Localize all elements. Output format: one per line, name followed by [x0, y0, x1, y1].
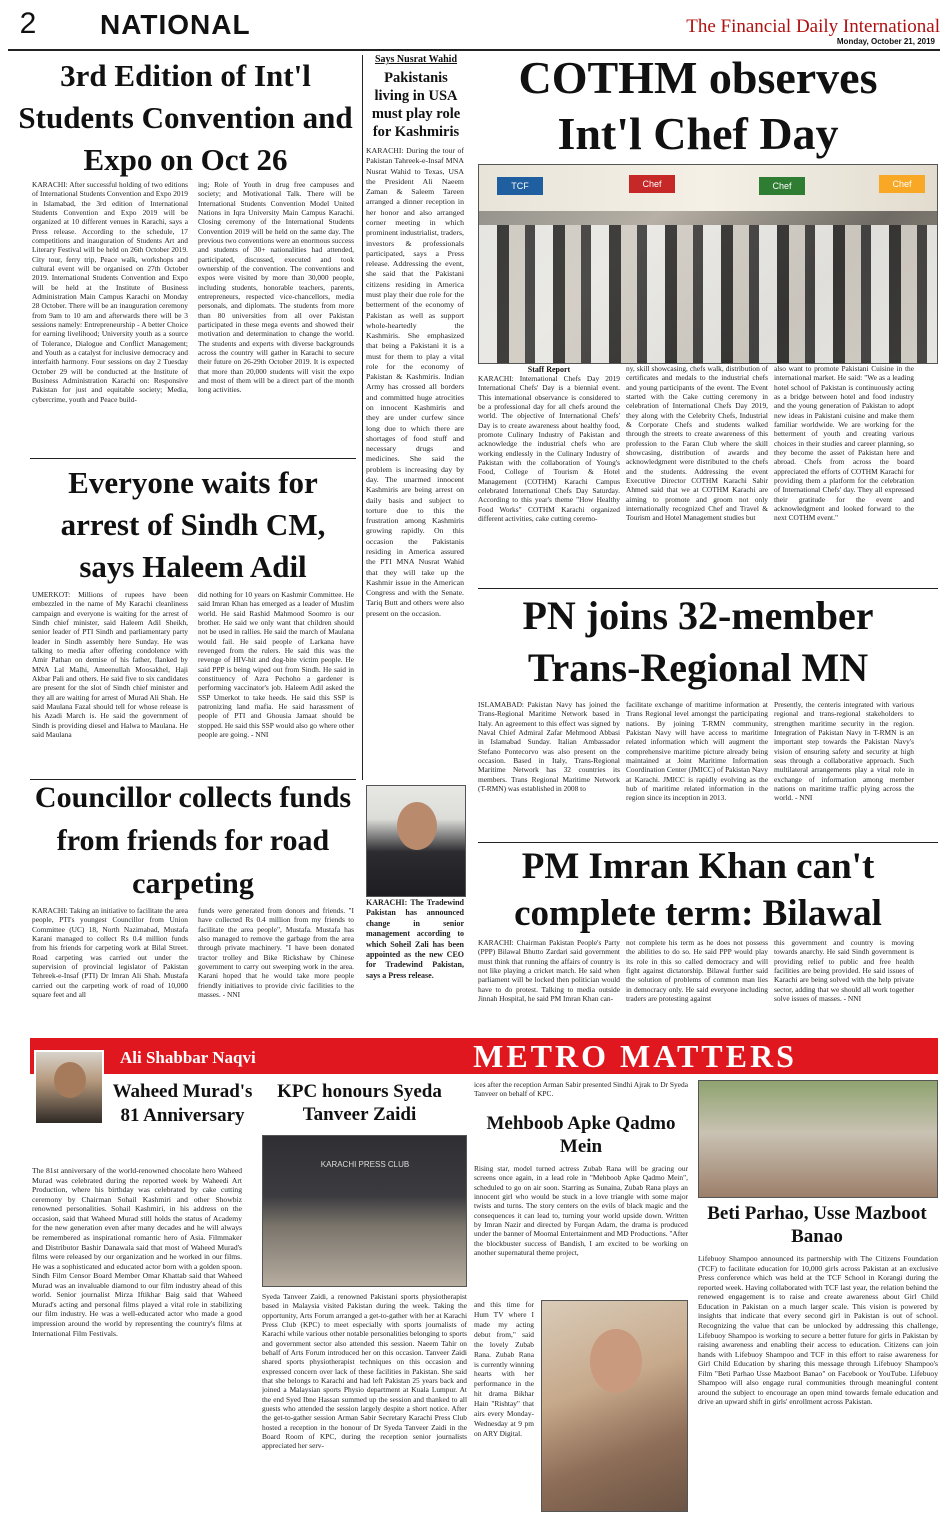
photo-sign-2: Chef [629, 175, 675, 193]
photo-tcf-school [698, 1080, 938, 1198]
kpc-text-cont: ices after the reception Arman Sabir presented Sindhi Ajrak to Dr Syeda Tanveer on behalf of KPC. [474, 1080, 688, 1099]
photo-kpc [262, 1135, 467, 1287]
photo-sign-4: Chef [879, 175, 925, 193]
issue-date: Monday, October 21, 2019 [836, 37, 935, 46]
councillor-col-1: KARACHI: Taking an initiative to facilitate the area people, PTI's youngest Councillor from Union Committee (UC) 18, North Nazimabad, Mustafa Karani managed to collect Rs 0.4 million funds from his friends for carpeting work at Bilal Street. Road carpeting was carried out under the supervision of provincial legislator of Pakistan Tehreek-e-Insaf (PTI) Dr Imran Ali Shah. Mustafa carried out the carpeting work of road of 10,000 square feet and all [32, 906, 188, 999]
rule-a2-top [30, 458, 356, 459]
paper-name: The Financial Daily International [686, 16, 940, 37]
metro-banner [30, 1038, 938, 1074]
bilawal-col-1: KARACHI: Chairman Pakistan People's Party (PPP) Bilawal Bhutto Zardari said government must think that running the affairs of country is not like playing a cricket match. He said when parliament will be locked then politician would have to do protest. Talking to media outside Jinnah Hospital, he said PM Imran Khan can- [478, 938, 620, 1003]
waheed-murad-text: The 81st anniversary of the world-renowned chocolate hero Waheed Murad was celebrated during the reported week by Waheedi Art Production, where his birthday was celebrated by cake cutting ceremony by Chairman Sohail Kashmiri and other Showbiz renowned personalities. Sohail Kashmiri, in his address on the occasion, said that Waheed Murad still holds the status of Academy for the new generation even after many decades and he will always be remembered as inspirational romantic hero of Asia. Filmmaker and Distributor Bashir Danawala said that most of Waheed Murad's films were released by our organization and he worked in our films. He was a sophisticated and educated actor born with a golden spoon. Sindh Film Censor Board Member Omar Khattab said that Waheed Murad was an invaluable diamond to our film industry ahead of this world. Senior journalist Mirza Iftikhar Baig said that Waheed Murad's acting and personal films played a vital role in stabilizing our film industry. He was a well-educated actor who made a good impression around the world by representing the country's films at International Film Festivals. [32, 1166, 242, 1338]
photo-sign-3: Chef [759, 177, 805, 195]
kicker-nusrat-wahid: Says Nusrat Wahid [374, 54, 458, 65]
section-title: NATIONAL [100, 9, 251, 40]
headline-beti-parhao: Beti Parhao, Usse Mazboot Banao [707, 1203, 927, 1247]
mehboob-text-1: Rising star, model turned actress Zubab Rana will be gracing our screens once again, in a lead role in "Mehboob Apke Qadmo Mein", scheduled to go on air soon. Starring as Sunaina, Zubab Rana plays an innocent girl who would be stuck in a love triangle with some major twists and turns. The story centers on the evils of black magic and the consequences it can lead to, turning your world upside down. Written by Imran Nazir and directed by Furqan Adam, the drama is produced under the banner of Moomal Entertainment and MD Productions. "After the blockbuster success of Bandish, I am excited to be working on another supernatural theme project, [474, 1164, 688, 1257]
sindh-cm-col-2: did nothing for 10 years on Kashmir Committee. He said Imran Khan has emerged as a leader of Muslim world. He said Rashid Mahmood Soomro is our brother. He said we only want that children should not be used in rallies. He said the march of Maulana would fail. He said people of Larkana have revenged from the rulers. He said this was the revenge of HIV-hit and dog-bite victim people. He said PPP is being wiped out from Sindh. He said in constituency of Azra Pechoho a gardener is performing vaccinator's job. Haleem Adil asked the SSP Umerkot to take heeds. He said this SSP is patronizing land mafia. He said harassment of people of PTI and Ghousia Jamaat should be stopped. He said this SSP would also go where other people are going. - NNI [198, 590, 354, 739]
photo-columnist [34, 1050, 104, 1125]
headline-kpc: KPC honours Syeda Tanveer Zaidi [277, 1081, 442, 1125]
bilawal-col-2: not complete his term as he does not possess the abilities to do so. He said PPP would play its role in this so called democracy and will fight against dictatorship. Bilawal further said the solution of problems of common man lies in democracy only. He said everyone including traders are protesting against [626, 938, 768, 1003]
headline-councillor: Councillor collects funds from friends for road carpeting [34, 781, 352, 900]
students-convention-col-2: ing; Role of Youth in drug free campuses and society; and Motivational Talk. There will be International Students Convention Model United Nations in Iqra University Main Campus Karachi. Closing ceremony of the International Students Convention 2019 will be held on the same day. The previous two conventions were an enormous success and students of 30+ nationalities had attended, participated, discussed, executed and took ownership of the convention. The conventions and expos were visited by more than 30,000 people, including students, honorable teachers, parents, entrepreneurs, respected vice-chancellors, media personals, and diplomats. The students from more than 80 universities from all over Pakistan participated in these mega events and showed their motivation and determination to change the world. The students and experts with diverse backgrounds across the country will gather in Karachi to secure their future on 26-29th October 2019. It is expected that more than 20,000 students will visit the expo and most of them will be a direct part of the month long activities. [198, 180, 354, 395]
pakistanis-usa-text: KARACHI: During the tour of Pakistan Tahreek-e-Insaf MNA Nusrat Wahid to Texas, USA the President Ali Naeem Zaman & Saleem Tareen arranged a dinner reception in her honor and also arranged corner meeting in which prominent industrialist, traders, investors & professionals participated, says a Press release. Addressing the event, she said that the Pakistani citizens residing in America must play their due role for the betterment of the economy of Pakistan as well as support whole-heartedly the Kashmiris. She emphasized that being a Pakistani it is a must for them to play a vital role for the economy of Pakistan & Kashmiris. Indian Army has crossed all borders and committed huge atrocities on innocent Kashmiris and they are under curfew since long due to which there are shortages of food stuff and necessary drugs and medicines. She said the problem is increasing day by day. The unarmed innocent Kashmiris are being arrest on daily basis and subject to torture due to this the frustration among Kashmiris growing rapidly. On this occasion the Pakistanis residing in America assured the PTI MNA Nusrat Wahid that they will take up the Kashmir issue in the American Congress and with the Senate. Tariq Butt and others were also present on the occasion. [366, 146, 464, 618]
photo-banner-strip [479, 165, 938, 211]
metro-matters-title: METRO MATTERS [473, 1038, 797, 1074]
headline-pn-joins: PN joins 32-member Trans-Regional MN [522, 593, 874, 690]
photo-soheil-zali [366, 785, 466, 897]
sindh-cm-col-1: UMERKOT: Millions of rupees have been embezzled in the name of My Karachi cleanliness campaign and everyone is waiting for the arrest of Sindh chief minister, said Haleem Adil Sheikh, senior leader of PTI Sindh and parliamentary party leader in Sindh assembly here Sunday. He was talking to media after offering condolence with Amir Pathan on demise of his father, flanked by MNA Lal Malhi, Ameenullah Moosakhel, Haji Akbar Pali and others. He said five to six candidates are present for the slot of Sindh chief minister and they all are waiting for arrest of Murad Ali Shah. He said Maulana Fazal should tell for whose release is his Azadi March is. He said the government of Sindh is providing diesel and Halwa to Maulana. He said Maulana [32, 590, 188, 739]
pn-joins-col-3: Presently, the centeris integrated with various regional and trans-regional stakeholders to strengthen maritime security in the region. Integration of Pakistan Navy in T-RMN is an important step towards the Pakistan Navy's vision of ensuring safety and security at high seas through a collaborative approach. Such multilateral arrangements play a vital role in exchange of information among member nations on maritime traffic plying across the world. - NNI [774, 700, 914, 803]
kpc-text: Syeda Tanveer Zaidi, a renowned Pakistani sports physiotherapist based in Malaysia visited Pakistan during the week. Taking the opportunity, Arts Forum arranged a get-to-gather with her at Karachi Press Club (KPC) to meet especially with sports journalists of Karachi while various other notable personalities belonging to sports and government sector also attended this session. Naeem Tahir on behalf of Arts Forum introduced her on this occasion. Tanveer Zaidi shared sports physiotherapist techniques on this occasion and expressed concern over lack of these facilities in Pakistan. She said that she belongs to Karachi and had left Pakistan 25 years back and joined a Malaysian sports Physio department at Kuala Lumpur. At the end Syed Ibne Hassan summed up the session and thanked to all guests who attended the session largely despite a short notice. After the get-to-gather session Arman Sabir Secretary Karachi Press Club hosted a reception in the honour of Dr Syeda Tanveer Zaidi in the Board Room of KPC, during the reception senior journalists appreciated her serv- [262, 1292, 467, 1451]
columnist-head [54, 1062, 86, 1098]
column-divider-left [362, 55, 363, 780]
rule-a6-top [478, 588, 938, 589]
headline-waheed-murad: Waheed Murad's 81 Anniversary [112, 1081, 253, 1126]
photo-zubab-rana [541, 1300, 688, 1512]
cothm-col-2: ny, skill showcasing, chefs walk, distribution of certificates and medals to the industrial chefs and young participants of the event. The Event started with the Cake cutting ceremony in celebration of International Chefs Day 2019, they along with the Celebrity Chefs, Industrial & Corporate Chefs and students walked through the streets to create awareness of this profession to the Faran Club where the skill showcasing, distribution of awards and acknowledgment were distributed to the chefs and the students. Addressing the event Executive Director COTHM Karachi Sabir Ahmed said that we at COTHM Karachi are aiming to promote and groom not only internationally recognized Chef and Travel & Tourism and Hotel Management studies but [626, 364, 768, 523]
headline-mehboob: Mehboob Apke Qadmo Mein [486, 1113, 676, 1157]
headline-sindh-cm: Everyone waits for arrest of Sindh CM, says Haleem Adil [60, 465, 326, 584]
zubab-head [590, 1329, 642, 1393]
page-number: 2 [19, 7, 37, 40]
mehboob-text-2: and this time for Hum TV where I made my acting debut from," said the lovely Zubab Rana. Zubab Rana is currently winning hearts with her performance in the hit drama Bikhar Hain "Rishtay" that airs every Monday-Wednesday at 9 pm on ARY Digital. [474, 1300, 534, 1438]
cothm-col-1: KARACHI: International Chefs Day 2019 International Chefs' Day is a biennial event. This international observance is considered to be a professional day for all chefs around the world. The objective of International Chefs' Day is to create awareness about healthy food, promote Culinary Industry of Pakistan and acknowledge the industrial chefs who are working endlessly in the Culinary Industry of Pakistan with the collaboration of Young's Food, College of Tourism & Hotel Management (COTHM) Karachi Campus celebrated International Chefs Day Saturday. According to this year's theme "How Healthy Food Works" COTHM Karachi organized different activities, cake cutting ceremo- [478, 374, 620, 523]
kpc-photo-sign: KARACHI PRESS CLUB [320, 1160, 410, 1169]
bilawal-col-3: this government and country is moving towards anarchy. He said Sindh government is providing relief to public and free health facilities are being provided. He said issues of Karachi are being solved with the help private sector, adding that we should all work together solve issues of masses. - NNI [774, 938, 914, 1003]
headline-students-convention: 3rd Edition of Int'l Students Convention and Expo on Oct 26 [18, 58, 353, 177]
pn-joins-col-1: ISLAMABAD: Pakistan Navy has joined the Trans-Regional Maritime Network based in Italy. An agreement to this effect was signed by Naval Chief Admiral Zafar Mehmood Abbasi in Islamabad Sunday. Italian Ambassador Stefano Pontecorvo was also present on the occasion. Based in Italy, Trans-Regional Maritime Network has 32 countries its members. Trans Regional Maritime Network (T-RMN) was established in 2008 to [478, 700, 620, 793]
headline-cothm: COTHM observes Int'l Chef Day [518, 52, 878, 159]
photo-chefs-group [478, 164, 938, 364]
photo-crowd [479, 225, 938, 364]
beti-parhao-text: Lifebuoy Shampoo announced its partnership with The Citizens Foundation (TCF) to facilitate education for 10,000 girls across Pakistan at an exclusive Press conference which was held at the TCF School in Korangi during the reported week. Having collaborated with TCF last year, the relation behind the renewed engagement is to raise and create awareness about Girl Child Education in Pakistan on a much larger scale. This vision is powered by insights that indicate that every second girl in Pakistan is out of school. Recognizing the value that can be unlocked by addressing this challenge, Lifebuoy Shampoo is working to secure a better future for girls in Pakistan by raising awareness and enabling their access to education. Citizens can join hands with Lifebuoy Shampoo and TCF in this effort to raise awareness for Girl Child Education by sharing this message through Lifebuoy Shampoo's Film "Beti Parhao Usse Mazboot Banao" on Facebook or YouTube. Lifebuoy Shampoo will also engage rural communities through meaningful content around the subject to encourage an open mind towards female education and drive an upward shift in girls' enrollment across Pakistan. [698, 1254, 938, 1407]
cothm-col-3: also want to promote Pakistani Cuisine in the international market. He said: "We as a leading hotel school of Pakistan is continuously acting as a bridge between hotel and food industry and the young generation of Pakistan to adopt new ideas in Pakistani cuisine and make them familiar worldwide. We are working for the betterment of youth and creating various choices in their studies and career planning, so they become the asset of Pakistan here and abroad. Chefs from across the board appreciated the efforts of COTHM Karachi for providing them a platform for the celebration of International Chefs' day. They all expressed their gratitude for the event and acknowledgment and looked forward to the next COTHM event." [774, 364, 914, 523]
headline-bilawal: PM Imran Khan can't complete term: Bilawal [514, 846, 882, 934]
councillor-col-2: funds were generated from donors and friends. "I have collected Rs 0.4 million from my friends to facilitate the area people", Mustafa. Mustafa has also managed to remove the garbage from the area through private machinery. "I have been donated tractor trolley and Bike Rickshaw by Chinese government to carry out sweeping work in the area. Karani hoped that he would take more people friendly initiatives to provide civic facilities to the masses. - NNI [198, 906, 354, 999]
headline-pakistanis-usa: Pakistanis living in USA must play role for Kashmiris [371, 70, 461, 140]
tradewind-caption: KARACHI: The Tradewind Pakistan has announced change in senior management according to which Soheil Zali has been appointed as the new CEO for Tradewind Pakistan, says a Press release. [366, 898, 464, 980]
photo-sign-1: TCF [497, 177, 543, 195]
portrait-head [397, 802, 437, 850]
pn-joins-col-2: facilitate exchange of maritime information at Trans Regional level amongst the participating nations. By joining T-RMN community, Pakistan Navy will have access to maritime related information which will augment the comprehensive maritime picture already being maintained at Joint Maritime Information Coordination Center (JMICC) of Pakistan Navy at Karachi. JMICC is rapidly evolving as the hub of maritime related information in the region since its inception in 2013. [626, 700, 768, 803]
byline-staff-report: Staff Report [527, 365, 571, 374]
columnist-name: Ali Shabbar Naqvi [120, 1048, 256, 1067]
students-convention-col-1: KARACHI: After successful holding of two editions of International Students Convention and Expo 2019 in Islamabad, the 3rd edition of International Students Convention and Expo 2019 will be organized at 10 different venues in Karachi, says a Press release. According to the schedule, 17 competitions and inauguration of Students Art and Literary Festival will be held on 26th October 2019. City tour, ferry trip, Peace walk, workshops and cultural event will be organised on 27th October 2019. International Students Convention and Expo will be held at the Institute of Business Administration Main Campus Karachi on Monday 28 October. There will be an inauguration ceremony from 9am to 10 am and afterwards there will be 3 sessions namely: Entrepreneurship - A better Choice for earning livelihood; University youth as a source of Tolerance, Dialogue and Conflict Management; and Youth as a catalyst for inclusive democracy and interfaith harmony. Four sessions on day 2 Tuesday October 29 will be conducted at the Institute of Business Administration Karachi on: Responsive Pakistan for just and equitable society; Media, cybercrime, youth and Peace build- [32, 180, 188, 404]
